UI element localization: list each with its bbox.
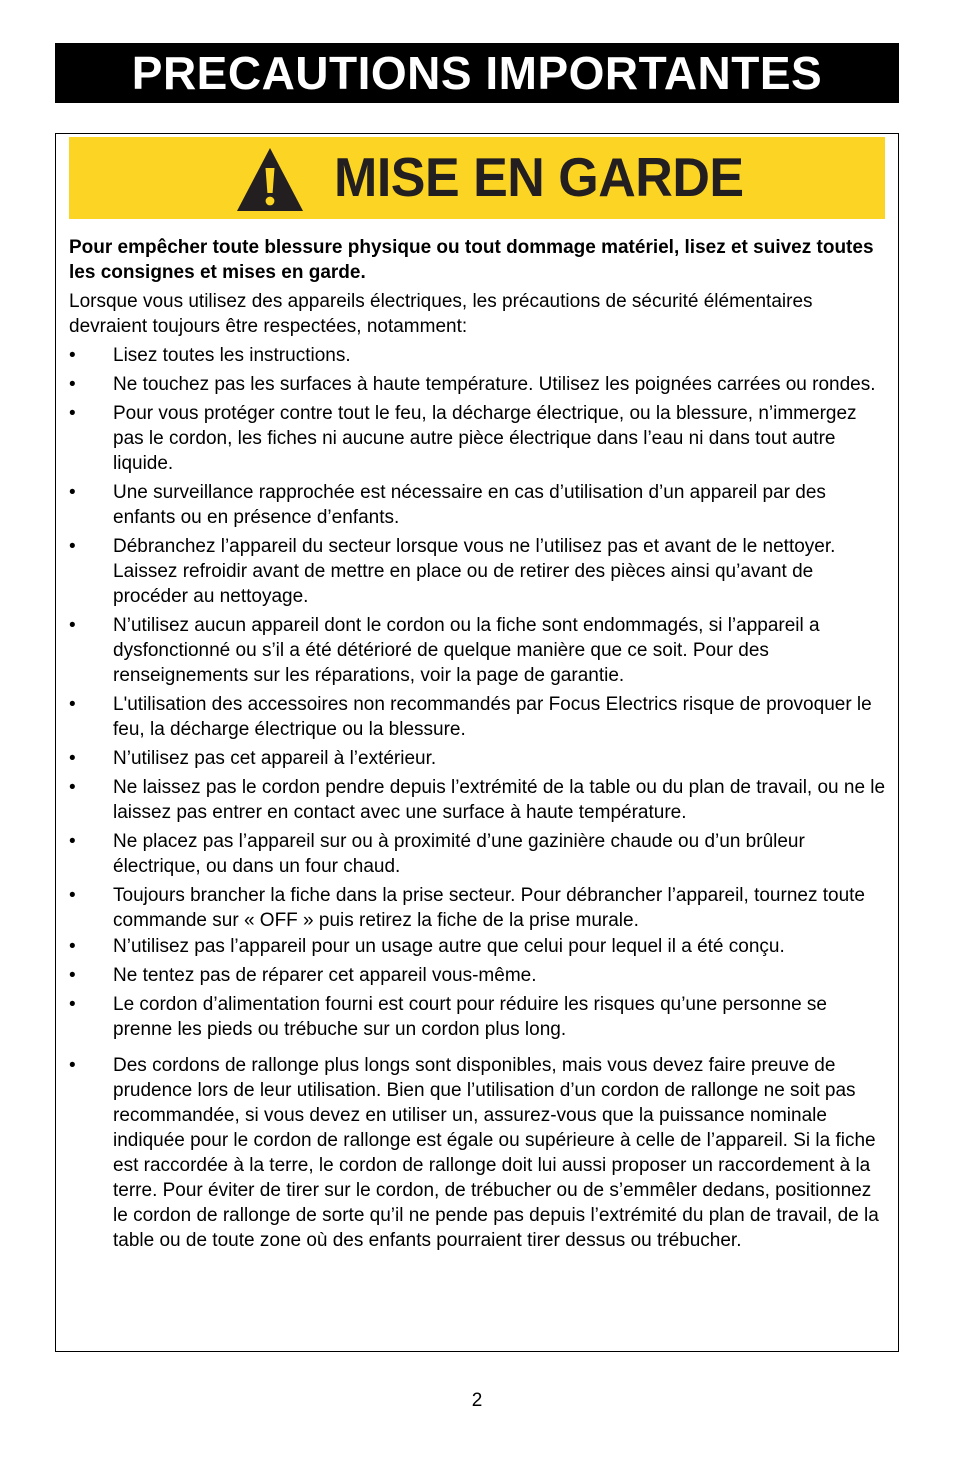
precautions-frame [55,133,899,1352]
warning-banner [69,137,885,219]
list-item: • Ne placez pas l’appareil sur ou à proximité d’une gazinière chaude ou d’un brûleur électrique, ou dans un four chaud. [69,829,887,879]
list-item: • N’utilisez pas l’appareil pour un usage autre que celui pour lequel il a été conçu. [69,934,887,959]
list-item: • Ne tentez pas de réparer cet appareil vous-même. [69,963,887,988]
page-number: 2 [471,1390,483,1411]
list-item: • Lisez toutes les instructions. [69,343,887,368]
intro-text: Lorsque vous utilisez des appareils électriques, les précautions de sécurité élémentaires devraient toujours être respectées, notamment: [69,291,813,337]
list-item: • Des cordons de rallonge plus longs sont disponibles, mais vous devez faire preuve de prudence lors de leur utilisation. Bien que l’utilisation d’un cordon de rallonge ne soit pas recommandée, si vous devez en utiliser un, assurez-vous que la puissance nominale indiquée pour le cordon de rallonge est égale ou supérieure à celle de l’appareil. Si la fiche est raccordée à la terre, le cordon de rallonge doit lui aussi proposer un raccordement à la terre. Pour éviter de tirer sur le cordon, de trébucher ou de s’emmêler dedans, positionnez le cordon de rallonge de sorte qu’il ne pende pas depuis l’extrémité du plan de travail, de la table ou de toute zone où des enfants pourraient tirer dessus ou trébucher. [69,1053,887,1253]
page-title-bar [55,43,899,103]
warning-triangle-icon [234,144,306,214]
intro-bold-text: Pour empêcher toute blessure physique ou tout dommage matériel, lisez et suivez toutes les consignes et mises en garde. [69,237,874,283]
list-item: • L'utilisation des accessoires non recommandés par Focus Electrics risque de provoquer le feu, la décharge électrique ou la blessure. [69,692,887,742]
list-item: • Le cordon d’alimentation fourni est court pour réduire les risques qu’une personne se prenne les pieds ou trébuche sur un cordon plus long. [69,992,887,1042]
list-item: • N’utilisez aucun appareil dont le cordon ou la fiche sont endommagés, si l’appareil a dysfonctionné ou s’il a été détérioré de quelque manière que ce soit. Pour des renseignements sur les réparations, voir la page de garantie. [69,613,887,688]
precautions-content [69,235,887,1257]
precautions-list [69,343,887,1253]
list-item: • Une surveillance rapprochée est nécessaire en cas d’utilisation d’un appareil par des enfants ou en présence d’enfants. [69,480,887,530]
list-item: • Ne touchez pas les surfaces à haute température. Utilisez les poignées carrées ou rondes. [69,372,887,397]
list-item: • Ne laissez pas le cordon pendre depuis l’extrémité de la table ou du plan de travail, ou ne le laissez pas entrer en contact avec une surface à haute température. [69,775,887,825]
list-item: • N’utilisez pas cet appareil à l’extérieur. [69,746,887,771]
list-item: • Débranchez l’appareil du secteur lorsque vous ne l’utilisez pas et avant de le nettoyer. Laissez refroidir avant de mettre en place ou de retirer des pièces ainsi qu’avant de procéder au nettoyage. [69,534,887,609]
page-title: PRECAUTIONS IMPORTANTES [131,47,823,99]
list-item: • Toujours brancher la fiche dans la prise secteur. Pour débrancher l’appareil, tournez toute commande sur « OFF » puis retirez la fiche de la prise murale. [69,883,887,933]
warning-label: MISE EN GARDE [334,147,744,209]
list-item: • Pour vous protéger contre tout le feu, la décharge électrique, ou la blessure, n’immergez pas le cordon, les fiches ni aucune autre pièce électrique dans l’eau ni dans tout autre liquide. [69,401,887,476]
